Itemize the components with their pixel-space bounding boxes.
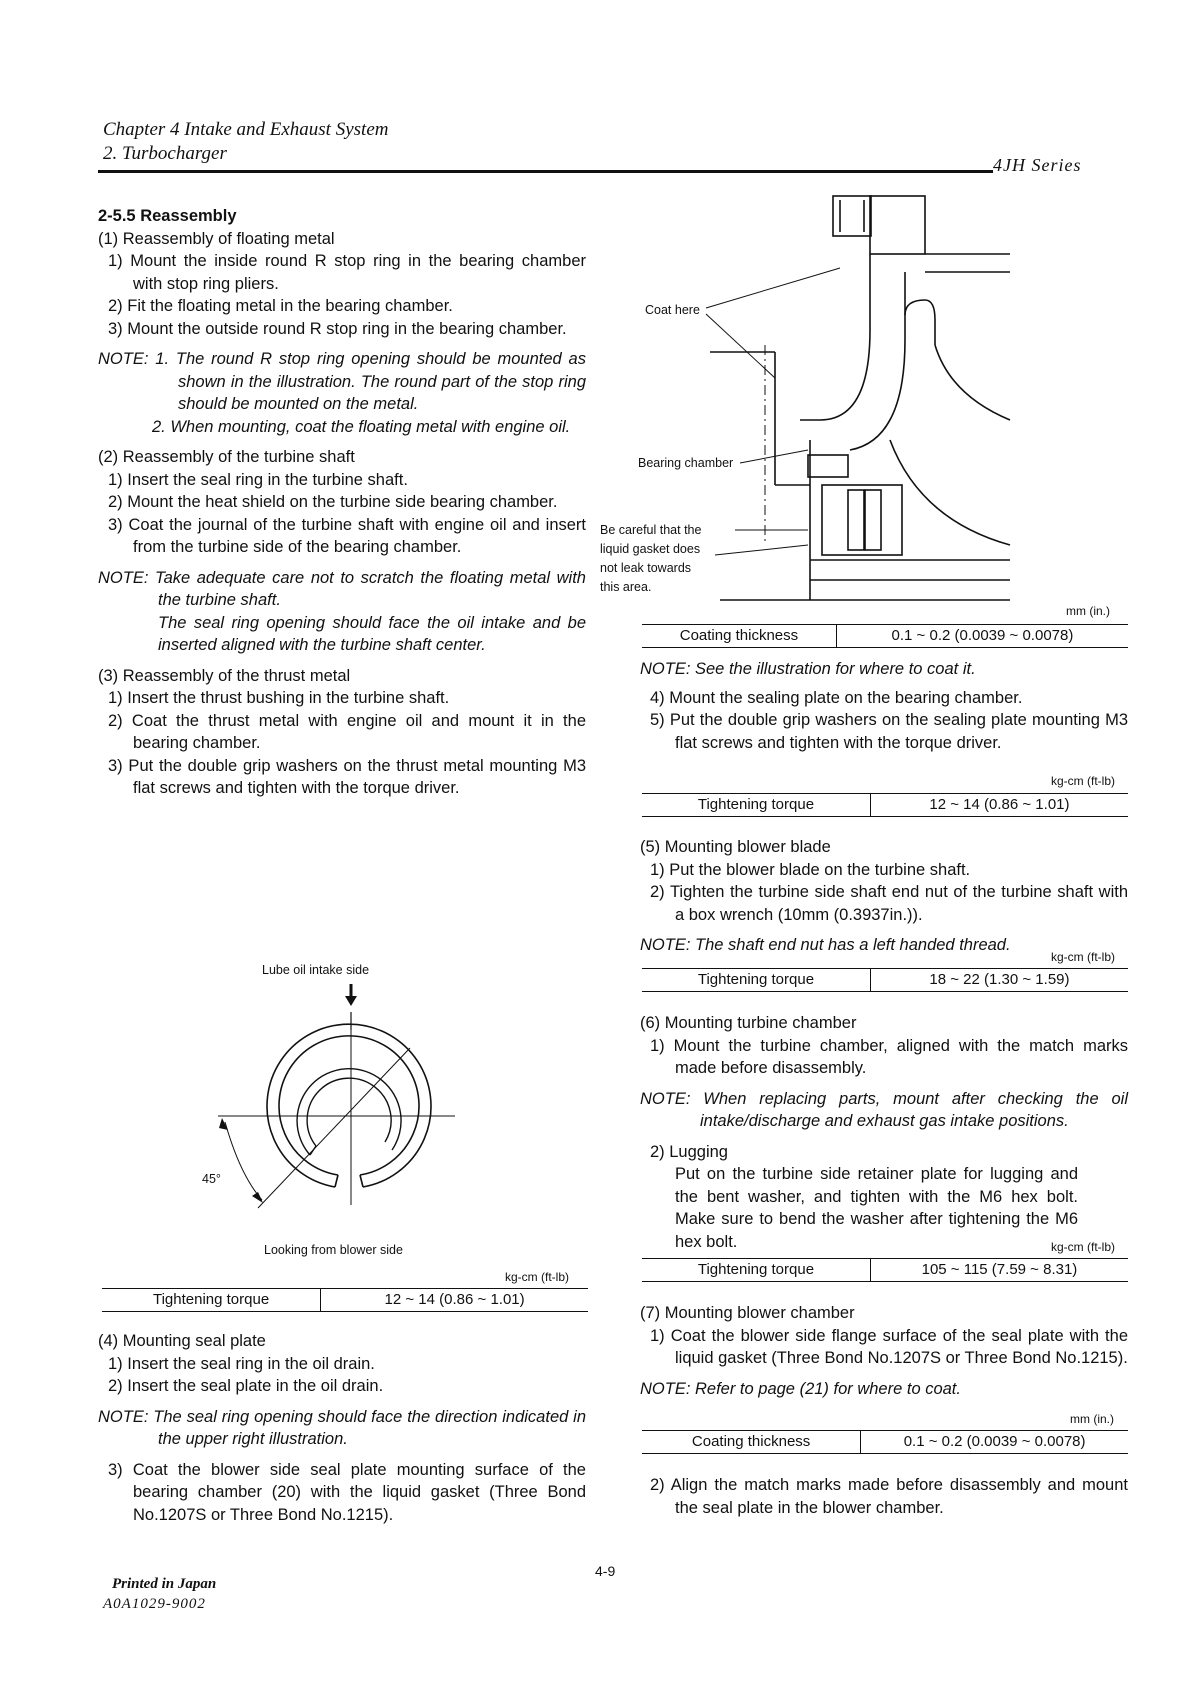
torque-value: 105 ~ 115 (7.59 ~ 8.31): [921, 1261, 1078, 1278]
list-item: 3) Put the double grip washers on the thrust metal mounting M3 flat screws and tighten with the torque driver.: [108, 756, 586, 797]
s7-title: (7) Mounting blower chamber: [640, 1304, 855, 1322]
list-item: 1) Insert the thrust bushing in the turbine shaft.: [108, 689, 450, 707]
left-column: [98, 205, 586, 800]
list-item: 5) Put the double grip washers on the sealing plate mounting M3 flat screws and tighten with the torque driver.: [650, 711, 1128, 752]
s1-list: [98, 250, 586, 340]
header-rule: [98, 170, 993, 173]
note-text: When replacing parts, mount after checking the oil intake/discharge and exhaust gas intake positions.: [700, 1089, 1128, 1130]
note-1: [98, 348, 586, 438]
coating-table: [642, 624, 1128, 648]
section-5: [640, 836, 1128, 957]
section-7: [640, 1302, 1128, 1400]
note-7: NOTE: Refer to page (21) for where to coat.: [640, 1379, 961, 1398]
lube-oil-label: Lube oil intake side: [262, 963, 370, 977]
spec-table: [642, 968, 1128, 992]
metal-inner: [307, 1078, 391, 1146]
reassembly-heading: 2-5.5 Reassembly: [98, 207, 237, 225]
torque-table-3: [642, 1258, 1128, 1282]
scroll-curve: [935, 345, 1010, 420]
leader-line: [715, 545, 808, 555]
printed-label: Printed in Japan: [112, 1576, 217, 1592]
list-item: 3) Coat the journal of the turbine shaft with engine oil and insert from the turbine side of the bearing chamber.: [108, 515, 586, 556]
ring-gap-edge: [335, 1175, 338, 1187]
note-text: 1. The round R stop ring opening should be mounted as shown in the illustration. The round part of the stop ring should be mounted on the metal.: [155, 350, 586, 413]
leader-line: [740, 450, 808, 463]
list-item: 1) Put the blower blade on the turbine shaft.: [650, 860, 971, 879]
table-row: [642, 1431, 1128, 1454]
table-row: [642, 969, 1128, 992]
list-item: 1) Mount the turbine chamber, aligned with the match marks made before disassembly.: [650, 1036, 1128, 1077]
note-3: [98, 1406, 586, 1451]
torque-table-2: [642, 968, 1128, 992]
s6-title: (6) Mounting turbine chamber: [640, 1014, 857, 1032]
turbine-curve: [890, 440, 1010, 545]
note-label: NOTE:: [98, 350, 149, 368]
list-item: 1) Insert the seal ring in the oil drain.: [108, 1354, 375, 1373]
list-item: 3) Coat the blower side seal plate mounting surface of the bearing chamber (20) with the liquid gasket (Three Bond No.1207S or Three Bond No.1215).: [108, 1460, 586, 1524]
spec-table: [642, 1430, 1128, 1454]
seal-plate: [822, 485, 902, 555]
spec-table: [642, 624, 1128, 648]
coating-table-2: [642, 1430, 1128, 1454]
flange: [870, 196, 925, 254]
s3-title: (3) Reassembly of the thrust metal: [98, 666, 351, 685]
section-title: 2. Turbocharger: [103, 143, 227, 164]
torque-value: 12 ~ 14 (0.86 ~ 1.01): [384, 1291, 525, 1308]
angle-arrow-icon: [219, 1118, 228, 1130]
bearing-chamber-label: Bearing chamber: [638, 456, 734, 470]
torque-value: 12 ~ 14 (0.86 ~ 1.01): [929, 796, 1070, 813]
torque-unit: kg-cm (ft-lb): [505, 1270, 569, 1284]
list-item: 2) Fit the floating metal in the bearing chamber.: [108, 297, 453, 315]
note-label: NOTE:: [98, 568, 149, 587]
table-row: [102, 1289, 588, 1312]
note-5: NOTE: The shaft end nut has a left handed thread.: [640, 936, 1011, 954]
list-item: 2) Mount the heat shield on the turbine side bearing chamber.: [108, 493, 558, 511]
items-4-5: [640, 687, 1128, 755]
list-item: 2) Insert the seal plate in the oil drain.: [108, 1377, 384, 1395]
bolt-head: [833, 196, 871, 236]
torque-unit-3: kg-cm (ft-lb): [1051, 1240, 1115, 1254]
note-item: [98, 567, 586, 612]
ring-inner-edge: [279, 1036, 419, 1175]
table-row: [642, 1259, 1128, 1282]
spec-table: [102, 1288, 588, 1312]
seal-slot: [848, 490, 864, 550]
note-item: [98, 1406, 586, 1451]
coat-here-label: Coat here: [645, 303, 700, 317]
careful-label: Be careful that the: [600, 523, 702, 537]
spec-table: [642, 793, 1128, 817]
list-item: 3) Mount the outside round R stop ring in the bearing chamber.: [108, 319, 567, 338]
torque-unit-2: kg-cm (ft-lb): [1051, 950, 1115, 964]
metal-outer: [297, 1069, 401, 1155]
note-2: [98, 567, 586, 657]
chapter-title: Chapter 4 Intake and Exhaust System: [103, 119, 389, 140]
seal-slot: [865, 490, 881, 550]
list-item: 4) Mount the sealing plate on the bearing chamber.: [650, 688, 1023, 707]
angle-label: 45°: [202, 1172, 221, 1186]
note-item: [98, 348, 586, 416]
list-item: 1) Insert the seal ring in the turbine shaft.: [108, 470, 408, 489]
note-item: 2. When mounting, coat the floating metal with engine oil.: [152, 417, 571, 436]
note-label: NOTE:: [98, 1407, 149, 1426]
table-row: [642, 625, 1128, 648]
torque-label: Tightening torque: [642, 794, 870, 817]
careful-label: this area.: [600, 580, 652, 594]
s4-list-cont: [98, 1459, 586, 1527]
list-item: 2) Tighten the turbine side shaft end nut of the turbine shaft with a box wrench (10mm (0.3937in.)).: [650, 883, 1128, 924]
note-4: NOTE: See the illustration for where to coat it.: [640, 660, 976, 678]
scroll-curve: [905, 300, 935, 345]
torque-table-1: [642, 793, 1128, 817]
s1-title: (1) Reassembly of floating metal: [98, 229, 335, 248]
s5-title: (5) Mounting blower blade: [640, 838, 831, 856]
torque-unit-1: kg-cm (ft-lb): [1051, 774, 1115, 788]
s2-title: (2) Reassembly of the turbine shaft: [98, 448, 355, 466]
list-item-body: Put on the turbine side retainer plate for lugging and the bent washer, and tighten with the M6 hex bolt. Make sure to bend the washer after tightening the M6 hex bolt.: [675, 1165, 1078, 1251]
section-7-cont: [640, 1474, 1128, 1519]
coating-unit-2: mm (in.): [1070, 1412, 1114, 1426]
coating-unit: mm (in.): [1066, 604, 1110, 618]
s5-list: [640, 859, 1128, 927]
document-code: A0A1029-9002: [103, 1596, 206, 1612]
careful-label: liquid gasket does: [600, 542, 701, 556]
torque-label: Tightening torque: [642, 969, 870, 992]
list-item: 2) Align the match marks made before disassembly and mount the seal plate in the blower chamber.: [650, 1476, 1128, 1517]
coating-value: 0.1 ~ 0.2 (0.0039 ~ 0.0078): [903, 1433, 1086, 1450]
careful-label: not leak towards: [600, 561, 692, 575]
section-6: [640, 1012, 1128, 1253]
series-label: 4JH Series: [993, 155, 1082, 175]
leader-line: [706, 314, 775, 378]
right-column: [640, 658, 1128, 754]
s6-list-2: [640, 1141, 1128, 1254]
coating-label: Coating thickness: [642, 1431, 861, 1454]
angle-arrow-icon: [252, 1192, 263, 1203]
angle-line: [258, 1048, 410, 1208]
table-row: [642, 794, 1128, 817]
list-item: 1) Coat the blower side flange surface of the seal plate with the liquid gasket (Three Bond No.1207S or Three Bond No.1215).: [650, 1326, 1128, 1367]
angle-arc: [225, 1122, 262, 1200]
torque-value: 18 ~ 22 (1.30 ~ 1.59): [929, 971, 1070, 988]
seal-part: [808, 455, 848, 477]
leader-line: [706, 268, 840, 308]
ring-outer-edge: [267, 1024, 431, 1187]
list-item: 2) Lugging: [650, 1142, 728, 1161]
s3-list: [98, 687, 586, 800]
s4-title: (4) Mounting seal plate: [98, 1332, 266, 1350]
left-lower: [98, 1330, 586, 1526]
coating-value: 0.1 ~ 0.2 (0.0039 ~ 0.0078): [891, 627, 1074, 644]
note-item: [640, 1088, 1128, 1133]
coating-label: Coating thickness: [642, 625, 836, 648]
torque-label: Tightening torque: [642, 1259, 870, 1282]
housing-curve: [800, 254, 870, 420]
spec-table: [642, 1258, 1128, 1282]
list-item: 2) Coat the thrust metal with engine oil and mount it in the bearing chamber.: [108, 711, 586, 752]
arrow-down-icon: [345, 996, 357, 1006]
torque-table: [102, 1288, 588, 1312]
list-item: 1) Mount the inside round R stop ring in the bearing chamber with stop ring pliers.: [108, 252, 586, 293]
s7-list: [640, 1325, 1128, 1370]
housing-curve: [850, 272, 905, 450]
page-number: 4-9: [595, 1563, 616, 1579]
torque-label: Tightening torque: [102, 1289, 321, 1312]
s6-list: [640, 1035, 1128, 1080]
note-text: The seal ring opening should face the direction indicated in the upper right illustration.: [153, 1407, 587, 1448]
note-item: The seal ring opening should face the oil intake and be inserted aligned with the turbine shaft center.: [158, 613, 586, 654]
s7-list-2: [640, 1474, 1128, 1519]
ring-gap-edge: [360, 1175, 363, 1187]
s4-list: [98, 1353, 586, 1398]
metal-gap-edge: [310, 1146, 316, 1155]
s2-list: [98, 469, 586, 559]
note-label: NOTE:: [640, 1089, 691, 1108]
note-6: [640, 1088, 1128, 1133]
view-label: Looking from blower side: [264, 1243, 403, 1257]
note-text: Take adequate care not to scratch the floating metal with the turbine shaft.: [155, 568, 586, 609]
